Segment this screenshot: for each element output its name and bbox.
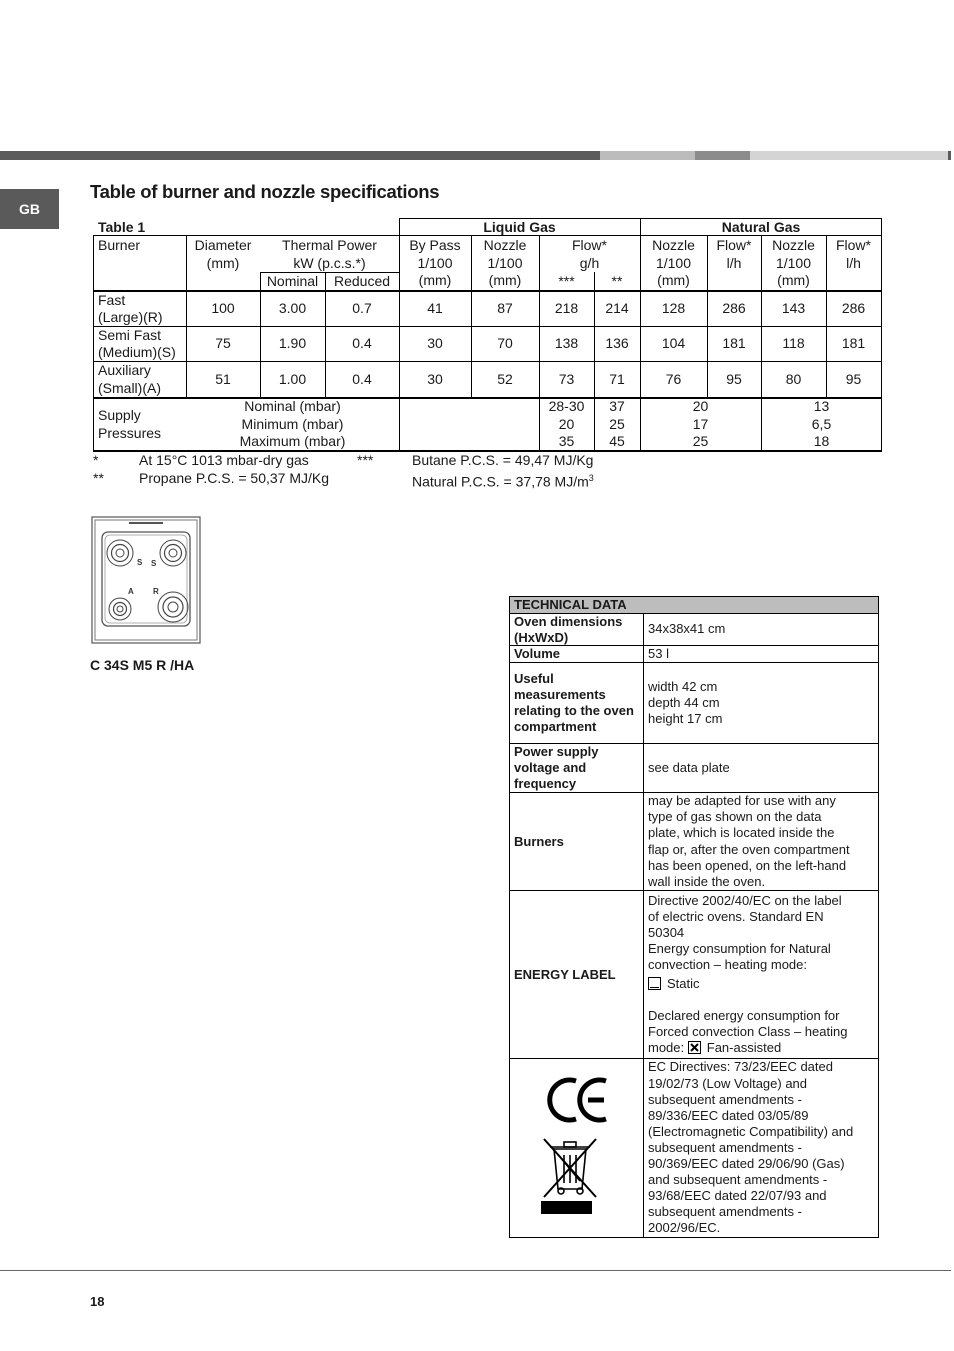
technical-data-row [510, 1059, 878, 1237]
technical-data-value [648, 663, 876, 743]
value-line: width 42 cm [648, 678, 718, 694]
technical-data-row [510, 744, 878, 793]
footnote-text-main: Natural P.C.S. = 37,78 MJ/m [412, 473, 589, 490]
header-bypass [399, 237, 471, 290]
technical-data-label [514, 1059, 642, 1237]
value-line: (Electromagnetic Compatibility) and [648, 1123, 854, 1139]
pressure-value: 20 [558, 415, 575, 432]
page-number: 18 [90, 1294, 105, 1309]
technical-data-label: ENERGY LABEL [514, 966, 616, 982]
technical-data-value [648, 614, 876, 645]
table-cell: 218 [554, 300, 579, 317]
technical-data-header: TECHNICAL DATA [510, 597, 878, 614]
value-line: subsequent amendments - [648, 1091, 802, 1107]
header-bar-light [600, 151, 695, 160]
table-caption: Table 1 [98, 218, 146, 235]
pressure-value: 18 [813, 433, 830, 450]
value-line: plate, which is located inside the [648, 825, 835, 841]
burner-name [93, 292, 186, 326]
fan-mode-line [648, 1040, 876, 1056]
value-line: and subsequent amendments - [648, 1172, 828, 1188]
fan-label: Fan-assisted [706, 1039, 782, 1055]
header-text: Flow* [571, 237, 607, 253]
technical-data-label: Volume [514, 646, 560, 661]
value-line: Declared energy consumption for [648, 1007, 840, 1023]
burner-name-line: (Small)(A) [98, 379, 161, 396]
burner-nozzle-table [93, 218, 882, 452]
supply-propane [594, 399, 640, 450]
pressure-value: 28-30 [548, 398, 585, 415]
pressure-name: Minimum (mbar) [241, 415, 344, 432]
header-text: (mm) [488, 272, 522, 288]
technical-data-label: Burners [514, 833, 564, 849]
table-cell: 118 [782, 335, 805, 352]
value-line: of electric ovens. Standard EN [648, 909, 824, 925]
table-cell: 52 [497, 370, 513, 387]
table-cell: 143 [781, 300, 806, 317]
header-nozzle-natural-1 [640, 237, 707, 290]
table-cell: 181 [722, 335, 746, 352]
value-line: Forced convection Class – heating [648, 1023, 848, 1039]
footnote-text [412, 470, 594, 491]
header-text: 1/100 [775, 254, 812, 271]
pressure-value: 25 [609, 415, 625, 432]
header-nozzle-liquid [471, 237, 539, 290]
value-line: 93/68/EEC dated 22/07/93 and [648, 1188, 827, 1204]
value-line: EC Directives: 73/23/EEC dated [648, 1059, 833, 1075]
header-text: By Pass [409, 237, 461, 253]
pressure-value: 25 [692, 433, 709, 450]
technical-data-row [510, 646, 878, 663]
value-line: depth 44 cm [648, 694, 720, 710]
table-cell: 76 [665, 370, 682, 387]
header-text: Nozzle [772, 237, 815, 253]
header-flow-propane: ** [611, 272, 623, 289]
header-text: l/h [726, 254, 742, 271]
pressure-value: 13 [813, 398, 830, 415]
header-nozzle-natural-2 [761, 237, 826, 290]
weee-bar [541, 1201, 592, 1214]
value-line: 89/336/EEC dated 03/05/89 [648, 1107, 809, 1123]
pressure-value: 6,5 [811, 415, 832, 432]
table-cell: 136 [605, 335, 629, 352]
pressure-name: Nominal (mbar) [244, 398, 341, 415]
static-label: Static [667, 975, 700, 991]
table-cell: 30 [427, 335, 443, 352]
page-title: Table of burner and nozzle specifications [90, 181, 440, 202]
footnote-mark: ** [93, 470, 104, 486]
supply-natural-2 [761, 399, 882, 450]
technical-data-label: Oven dimensions (HxWxD) [514, 613, 623, 645]
table-cell: 181 [841, 335, 866, 352]
table-cell: 71 [609, 370, 625, 387]
technical-data-value [648, 1059, 876, 1237]
table-cell: 1.90 [278, 335, 307, 352]
ce-weee-marks [514, 1063, 642, 1233]
table-cell: 41 [427, 300, 443, 317]
table-cell: 100 [211, 300, 235, 317]
column-separator [643, 614, 644, 1238]
burner-name [93, 362, 186, 397]
technical-data-value [648, 793, 876, 890]
table-cell: 1.00 [278, 370, 307, 387]
table-cell: 214 [605, 300, 629, 317]
header-bar-end [948, 151, 951, 160]
table-cell: 75 [215, 335, 231, 352]
pressure-value: 20 [692, 398, 709, 415]
header-flow-liquid [539, 237, 640, 273]
value-line: may be adapted for use with any [648, 793, 836, 809]
table-cell: 87 [497, 300, 513, 317]
value-line: type of gas shown on the data [648, 809, 822, 825]
technical-data-table [509, 596, 879, 1238]
footer-line [0, 1270, 951, 1271]
header-flow-natural-1 [707, 237, 761, 290]
value-line: 19/02/73 (Low Voltage) and [648, 1075, 808, 1091]
header-text: Nozzle [483, 237, 527, 253]
supply-label-text: Supply [98, 407, 141, 423]
header-nominal: Nominal [266, 272, 319, 289]
supply-butane [539, 399, 594, 450]
header-bar-mid [695, 151, 750, 160]
header-bar-pale [750, 151, 948, 160]
weee-bin-icon [544, 1139, 596, 1197]
burner-name [93, 327, 186, 361]
table-cell: 70 [497, 335, 513, 352]
burner-name-line: Auxiliary [98, 362, 151, 378]
static-mode-line [648, 976, 876, 992]
footnote-text: Butane P.C.S. = 49,47 MJ/Kg [412, 452, 594, 468]
footnote-text: Propane P.C.S. = 50,37 MJ/Kg [139, 470, 330, 486]
technical-data-value [648, 891, 876, 1058]
header-text: Thermal Power [282, 237, 377, 253]
technical-data-row [510, 663, 878, 744]
table-cell: 51 [215, 370, 231, 387]
technical-data-row [510, 793, 878, 891]
value-line: 2002/96/EC. [648, 1220, 721, 1236]
header-bar [0, 151, 954, 160]
hob-label: S [137, 558, 143, 567]
value-line: subsequent amendments - [648, 1204, 802, 1220]
value-line: 53 l [648, 645, 669, 661]
value-line: 90/369/EEC dated 29/06/90 (Gas) [648, 1156, 845, 1172]
pressure-value: 35 [558, 433, 575, 450]
header-text: (mm) [418, 272, 452, 288]
header-burner: Burner [98, 237, 141, 253]
value-line: wall inside the oven. [648, 873, 766, 889]
technical-data-label: Power supply voltage and frequency [514, 744, 599, 791]
value-line: has been opened, on the left-hand [648, 857, 847, 873]
spacer [648, 992, 876, 1008]
pressure-value: 37 [609, 398, 625, 415]
header-text: 1/100 [417, 254, 453, 271]
table-cell: 104 [661, 335, 686, 352]
header-flow-butane: *** [558, 272, 575, 289]
header-reduced: Reduced [333, 272, 391, 289]
header-text: Flow* [835, 237, 871, 253]
group-natural-gas: Natural Gas [721, 218, 801, 235]
table-cell: 286 [841, 300, 866, 317]
value-line: Energy consumption for Natural [648, 941, 831, 957]
header-text: Diameter [194, 237, 252, 253]
header-text: (mm) [206, 254, 240, 271]
technical-data-value [648, 744, 876, 792]
header-text: 1/100 [487, 254, 523, 271]
table-cell: 80 [785, 370, 802, 387]
header-text: l/h [846, 254, 861, 271]
technical-data-label: Useful measurements relating to the oven compartment [514, 671, 634, 734]
value-line: 50304 [648, 925, 685, 941]
header-text: g/h [579, 254, 600, 271]
pressure-value: 17 [692, 415, 709, 432]
table-cell: 0.4 [352, 335, 372, 352]
pressure-name: Maximum (mbar) [239, 433, 346, 450]
header-text: kW (p.c.s.*) [293, 254, 366, 271]
value-line: flap or, after the oven compartment [648, 841, 850, 857]
technical-data-row [510, 614, 878, 646]
header-text: (mm) [657, 272, 690, 288]
header-text: 1/100 [655, 254, 692, 271]
header-text: (mm) [777, 272, 810, 288]
table-cell: 138 [554, 335, 579, 352]
table-cell: 95 [726, 370, 742, 387]
table-cell: 30 [427, 370, 443, 387]
static-mode-icon [648, 977, 661, 990]
supply-label-text: Pressures [98, 424, 162, 441]
hob-drawing [91, 516, 201, 644]
table-cell: 73 [558, 370, 575, 387]
header-bar-dark [0, 151, 600, 160]
value-line: see data plate [648, 759, 730, 775]
supply-pressure-names [186, 399, 399, 450]
table-cell: 0.7 [352, 300, 372, 317]
table-cell: 95 [845, 370, 862, 387]
header-thermal-power [260, 237, 399, 273]
supply-pressures-label [93, 399, 186, 450]
language-tab: GB [0, 189, 59, 229]
burner-name-line: Fast [98, 291, 126, 308]
footnote-superscript: 3 [588, 473, 594, 483]
supply-natural-1 [640, 399, 761, 450]
hob-label: R [153, 587, 159, 596]
footnote-mark: *** [357, 452, 374, 468]
mode-label: mode: [648, 1039, 685, 1055]
footnote-text: At 15°C 1013 mbar-dry gas [139, 452, 309, 468]
group-liquid-gas: Liquid Gas [483, 218, 556, 235]
footnote-mark: * [93, 452, 99, 468]
value-line: subsequent amendments - [648, 1139, 802, 1155]
table-cell: 3.00 [278, 300, 307, 317]
hob-diagram [91, 516, 201, 644]
header-flow-natural-2 [826, 237, 881, 290]
model-name: C 34S M5 R /HA [90, 657, 195, 673]
table-cell: 286 [722, 300, 746, 317]
value-line: convection – heating mode: [648, 957, 807, 973]
burner-name-line: Semi Fast [98, 326, 162, 343]
value-line: height 17 cm [648, 711, 723, 727]
hob-label: A [128, 587, 134, 596]
value-line: 34x38x41 cm [648, 621, 726, 637]
value-line: Directive 2002/40/EC on the label [648, 893, 842, 909]
table-cell: 0.4 [352, 370, 372, 387]
header-text: Flow* [716, 237, 752, 253]
burner-name-line: (Medium)(S) [98, 344, 176, 360]
technical-data-row [510, 891, 878, 1059]
table-cell: 128 [661, 300, 686, 317]
technical-data-value [648, 646, 876, 662]
header-text: Nozzle [652, 237, 695, 253]
burner-name-line: (Large)(R) [98, 309, 163, 325]
fan-assisted-icon [688, 1041, 701, 1054]
header-diameter [186, 237, 260, 290]
pressure-value: 45 [609, 433, 625, 450]
ce-mark-icon [550, 1080, 606, 1120]
hob-label: S [151, 559, 157, 568]
